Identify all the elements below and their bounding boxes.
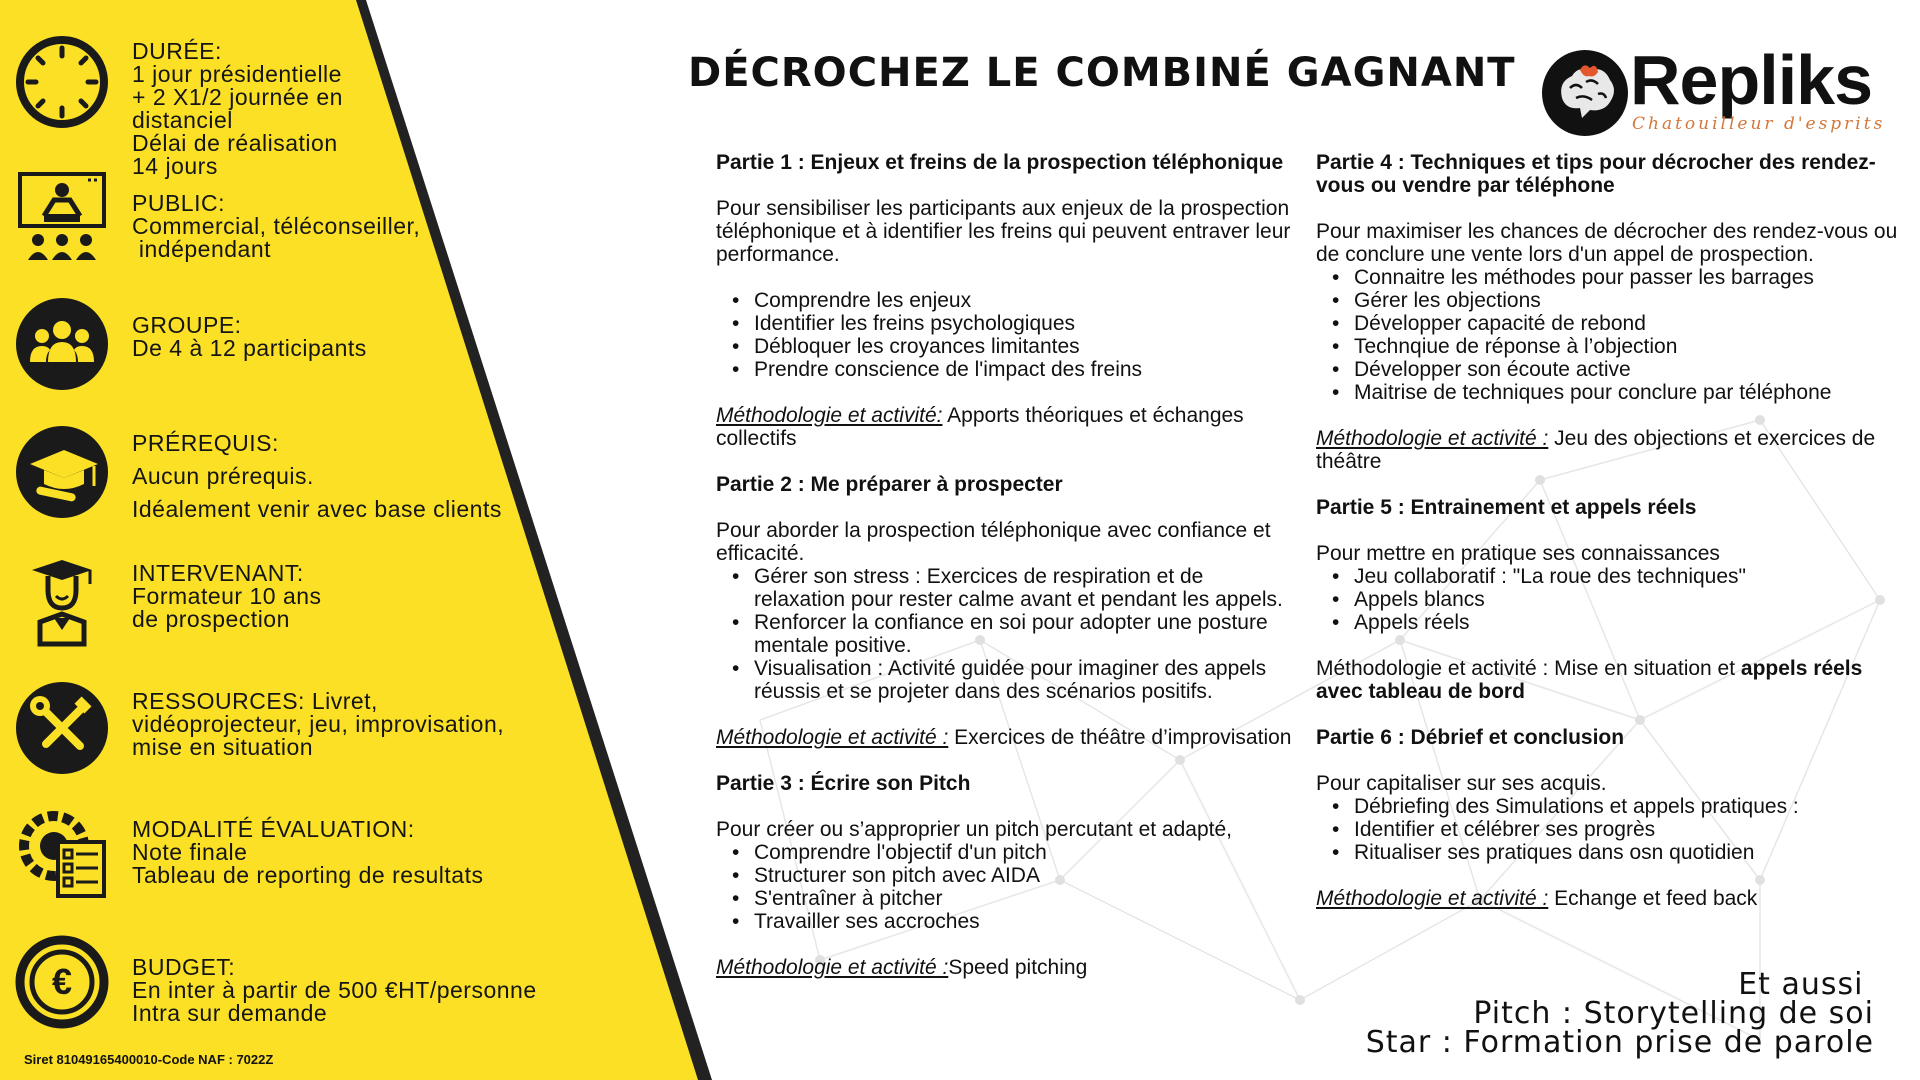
et-aussi-label: Et aussi [1738, 967, 1874, 1002]
group-icon [14, 296, 110, 392]
list-item: • Gérer les objections [1354, 289, 1906, 312]
prerequis-label: PRÉREQUIS: [132, 430, 279, 456]
partie-6-intro: Pour capitaliser sur ses acquis. [1316, 772, 1607, 795]
budget-line-1: En inter à partir de 500 €HT/personne [132, 977, 537, 1003]
partie-5-methodologie [1316, 657, 1906, 703]
list-item: • Comprendre l'objectif d'un pitch [754, 841, 1296, 864]
partie-6-list [1316, 795, 1906, 864]
methodologie-text: Echange et feed back [1548, 887, 1758, 910]
methodologie-text: Exercices de théâtre d’improvisation [948, 726, 1292, 749]
checklist-gear-icon [14, 806, 110, 902]
partie-4-heading: Partie 4 : Techniques et tips pour décrocher des rendez-vous ou vendre par téléphone [1316, 151, 1876, 197]
graduate-person-icon [14, 556, 110, 652]
partie-2 [716, 473, 1296, 749]
ressources-text [132, 690, 504, 759]
budget-line-2: Intra sur demande [132, 1000, 328, 1026]
list-item: • Appels blancs [1354, 588, 1906, 611]
methodologie-label: Méthodologie et activité : [716, 956, 949, 979]
et-aussi-pitch: Pitch : Storytelling de soi [1473, 996, 1874, 1031]
partie-1-list [716, 289, 1296, 381]
prerequis-line-1: Aucun prérequis. [132, 463, 314, 489]
graduation-cap-icon [14, 424, 110, 520]
list-item: • Travailler ses accroches [754, 910, 1296, 933]
logo-tagline: Chatouilleur d'esprits [1632, 114, 1886, 134]
budget-text [132, 956, 537, 1025]
list-item: • Débriefing des Simulations et appels pratiques : [1354, 795, 1906, 818]
methodologie-text: Apports théoriques et échanges collectifs [716, 404, 1244, 450]
ressources-line-1: vidéoprojecteur, jeu, improvisation, [132, 711, 505, 737]
budget-label: BUDGET: [132, 954, 236, 980]
list-item: • Comprendre les enjeux [754, 289, 1296, 312]
partie-5-list [1316, 565, 1906, 634]
partie-6-methodologie [1316, 887, 1906, 910]
et-aussi-star: Star : Formation prise de parole [1365, 1025, 1874, 1060]
duree-label: DURÉE: [132, 38, 222, 64]
list-item: • Appels réels [1354, 611, 1906, 634]
methodologie-label: Méthodologie et activité: [716, 404, 943, 427]
list-item: • Renforcer la confiance en soi pour adopter une posture mentale positive. [754, 611, 1296, 657]
list-item: • Gérer son stress : Exercices de respiration et de relaxation pour rester calme avant et pendant les appels. [754, 565, 1296, 611]
intervenant-line-1: Formateur 10 ans [132, 583, 322, 609]
methodologie-label: Méthodologie et activité : [716, 726, 949, 749]
brain-logo-icon [1540, 48, 1630, 138]
duree-line-1: 1 jour présidentielle [132, 61, 342, 87]
partie-3-intro: Pour créer ou s’approprier un pitch percutant et adapté, [716, 818, 1232, 841]
ressources-label: RESSOURCES: Livret, [132, 688, 378, 714]
partie-3-heading: Partie 3 : Écrire son Pitch [716, 772, 971, 795]
partie-1-intro: Pour sensibiliser les participants aux enjeux de la prospection téléphonique et à identifier les freins qui peuvent entraver leur performance. [716, 197, 1291, 266]
ressources-line-2: mise en situation [132, 734, 314, 760]
duree-line-4: Délai de réalisation [132, 130, 338, 156]
duree-line-3: distanciel [132, 107, 233, 133]
partie-5-intro: Pour mettre en pratique ses connaissances [1316, 542, 1720, 565]
partie-6 [1316, 726, 1906, 910]
partie-5 [1316, 496, 1906, 703]
list-item: • Visualisation : Activité guidée pour imaginer des appels réussis et se projeter dans des scénarios positifs. [754, 657, 1296, 703]
list-item: • Maitrise de techniques pour conclure par téléphone [1354, 381, 1906, 404]
intervenant-line-2: de prospection [132, 606, 290, 632]
list-item: • Technqiue de réponse à l’objection [1354, 335, 1906, 358]
tools-icon [14, 680, 110, 776]
content-column-right [1316, 151, 1906, 910]
duree-line-2: + 2 X1/2 journée en [132, 84, 343, 110]
partie-6-heading: Partie 6 : Débrief et conclusion [1316, 726, 1625, 749]
svg-text:€: € [51, 961, 73, 1002]
content-column-left [716, 151, 1296, 979]
duree-line-5: 14 jours [132, 153, 218, 179]
methodologie-text: Speed pitching [948, 956, 1088, 979]
presenter-icon [14, 170, 110, 266]
list-item: • Identifier les freins psychologiques [754, 312, 1296, 335]
partie-4-list [1316, 266, 1906, 404]
list-item: • S'entraîner à pitcher [754, 887, 1296, 910]
partie-1-methodologie [716, 404, 1296, 450]
methodologie-label: Méthodologie et activité : [1316, 887, 1549, 910]
partie-4-methodologie [1316, 427, 1906, 473]
methodologie-label: Méthodologie et activité : [1316, 427, 1549, 450]
list-item: • Développer capacité de rebond [1354, 312, 1906, 335]
clock-icon [14, 34, 110, 130]
public-line-2: indépendant [132, 236, 272, 262]
partie-4 [1316, 151, 1906, 473]
list-item: • Prendre conscience de l'impact des freins [754, 358, 1296, 381]
list-item: • Débloquer les croyances limitantes [754, 335, 1296, 358]
list-item: • Identifier et célébrer ses progrès [1354, 818, 1906, 841]
methodologie-bold: appels réels avec tableau de bord [1316, 657, 1863, 703]
evaluation-text [132, 818, 484, 887]
public-label: PUBLIC: [132, 190, 225, 216]
partie-2-methodologie [716, 726, 1296, 749]
partie-3 [716, 772, 1296, 979]
groupe-label: GROUPE: [132, 312, 242, 338]
partie-3-methodologie [716, 956, 1296, 979]
page-title: DÉCROCHEZ LE COMBINÉ GAGNANT [688, 50, 1516, 96]
euro-coin-icon [14, 934, 110, 1030]
partie-2-list [716, 565, 1296, 703]
partie-4-intro: Pour maximiser les chances de décrocher des rendez-vous ou de conclure une vente lors d'un appel de prospection. [1316, 220, 1898, 266]
groupe-text [132, 314, 367, 360]
partie-3-list [716, 841, 1296, 933]
list-item: • Développer son écoute active [1354, 358, 1906, 381]
partie-2-intro: Pour aborder la prospection téléphonique avec confiance et efficacité. [716, 519, 1271, 565]
list-item: • Connaitre les méthodes pour passer les barrages [1354, 266, 1906, 289]
partie-5-heading: Partie 5 : Entrainement et appels réels [1316, 496, 1697, 519]
repliks-logo [1540, 41, 1886, 140]
evaluation-line-1: Note finale [132, 839, 248, 865]
groupe-line-1: De 4 à 12 participants [132, 335, 367, 361]
siret-text: Siret 81049165400010-Code NAF : 7022Z [24, 1052, 274, 1067]
intervenant-label: INTERVENANT: [132, 560, 304, 586]
public-line-1: Commercial, téléconseiller, [132, 213, 421, 239]
partie-1-heading: Partie 1 : Enjeux et freins de la prospection téléphonique [716, 151, 1284, 174]
methodologie-text: Jeu des objections et exercices de théâtre [1316, 427, 1876, 473]
methodologie-text: Méthodologie et activité : Mise en situation et [1316, 657, 1741, 680]
prerequis-line-2: Idéalement venir avec base clients [132, 496, 502, 522]
evaluation-label: MODALITÉ ÉVALUATION: [132, 816, 415, 842]
et-aussi-block [1365, 967, 1874, 1060]
public-text [132, 192, 420, 261]
partie-2-heading: Partie 2 : Me préparer à prospecter [716, 473, 1063, 496]
list-item: • Jeu collaboratif : "La roue des techniques" [1354, 565, 1906, 588]
list-item: • Structurer son pitch avec AIDA [754, 864, 1296, 887]
logo-name: Repliks [1630, 41, 1872, 119]
info-sidebar [0, 0, 620, 1080]
duree-text [132, 40, 343, 178]
evaluation-line-2: Tableau de reporting de resultats [132, 862, 484, 888]
intervenant-text [132, 562, 322, 631]
list-item: • Ritualiser ses pratiques dans osn quotidien [1354, 841, 1906, 864]
partie-1 [716, 151, 1296, 450]
prerequis-text [132, 432, 502, 521]
